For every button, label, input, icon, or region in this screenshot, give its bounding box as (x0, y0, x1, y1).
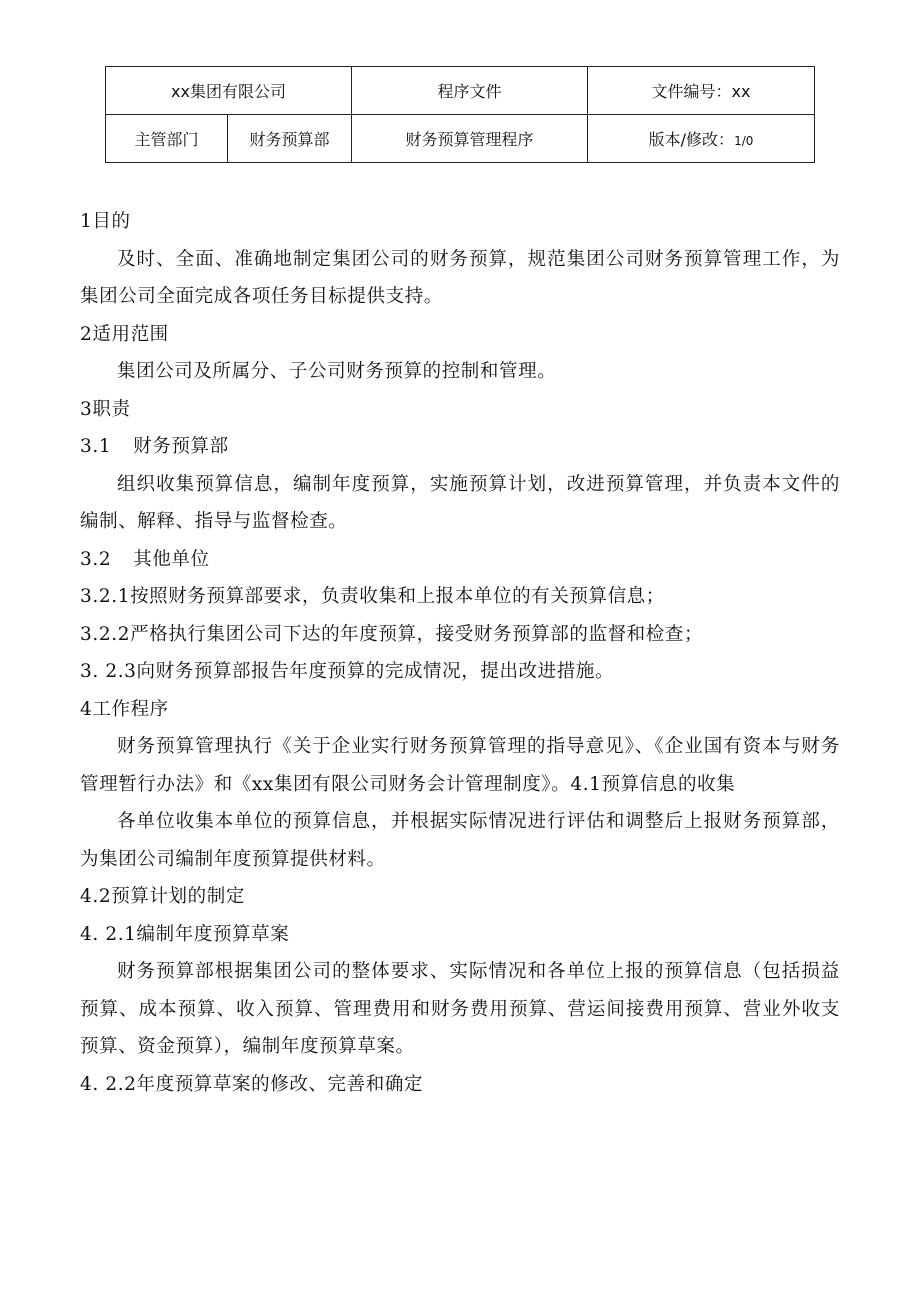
section-3-1-heading (80, 428, 840, 466)
section-3-1-number: 3.1 (80, 436, 112, 457)
section-4-2-2-heading: 4. 2.2年度预算草案的修改、完善和确定 (80, 1073, 424, 1095)
section-3-2-number: 3.2 (80, 548, 112, 570)
section-4-heading: 4工作程序 (80, 698, 169, 720)
company-name-cell: xx集团有限公司 (106, 67, 352, 115)
section-1-text: 及时、全面、准确地制定集团公司的财务预算，规范集团公司财务预算管理工作，为集团公司全面完成各项任务目标提供支持。 (80, 248, 840, 307)
section-4-2-1-text: 财务预算部根据集团公司的整体要求、实际情况和各单位上报的预算信息（包括损益预算、成本预算、收入预算、管理费用和财务费用预算、营运间接费用预算、营业外收支预算、资金预算），编制年度预算草案。 (80, 961, 840, 1057)
section-3-2-2-text: 3.2.2严格执行集团公司下达的年度预算，接受财务预算部的监督和检查； (80, 623, 704, 645)
section-4-2-1-heading: 4. 2.1编制年度预算草案 (80, 923, 290, 945)
version-label: 版本/修改： (648, 130, 735, 149)
section-2-text: 集团公司及所属分、子公司财务预算的控制和管理。 (117, 361, 557, 382)
section-4-1-text: 各单位收集本单位的预算信息，并根据实际情况进行评估和调整后上报财务预算部，为集团公司编制年度预算提供材料。 (80, 811, 840, 870)
section-3-2-heading (80, 541, 840, 579)
version-cell (588, 115, 815, 163)
doc-number-value: xx (731, 82, 751, 101)
header-row-1 (106, 67, 815, 115)
section-2-heading: 2适用范围 (80, 323, 169, 345)
version-value: 1/0 (734, 134, 754, 148)
doc-title-cell: 财务预算管理程序 (352, 115, 588, 163)
section-3-heading: 3职责 (80, 398, 131, 420)
section-3-2-3-text: 3. 2.3向财务预算部报告年度预算的完成情况，提出改进措施。 (80, 661, 615, 682)
section-4-text: 财务预算管理执行《关于企业实行财务预算管理的指导意见》、《企业国有资本与财务管理暂行办法》和《xx集团有限公司财务会计管理制度》。4.1预算信息的收集 (80, 736, 840, 795)
header-row-2 (106, 115, 815, 163)
document-header-table (105, 66, 815, 163)
document-body (80, 203, 840, 1103)
section-3-2-title: 其他单位 (133, 548, 210, 570)
section-4-2-heading: 4.2预算计划的制定 (80, 886, 245, 907)
section-3-1-text: 组织收集预算信息，编制年度预算，实施预算计划，改进预算管理，并负责本文件的编制、解释、指导与监督检查。 (80, 473, 840, 532)
doc-type-cell: 程序文件 (352, 67, 588, 115)
section-1-heading: 1目的 (80, 211, 131, 232)
doc-number-label: 文件编号： (651, 82, 732, 101)
doc-number-cell (588, 67, 815, 115)
section-3-1-title: 财务预算部 (133, 436, 229, 457)
dept-value-cell: 财务预算部 (228, 115, 352, 163)
section-3-2-1-text: 3.2.1按照财务预算部要求，负责收集和上报本单位的有关预算信息； (80, 586, 665, 607)
dept-label-cell: 主管部门 (106, 115, 228, 163)
